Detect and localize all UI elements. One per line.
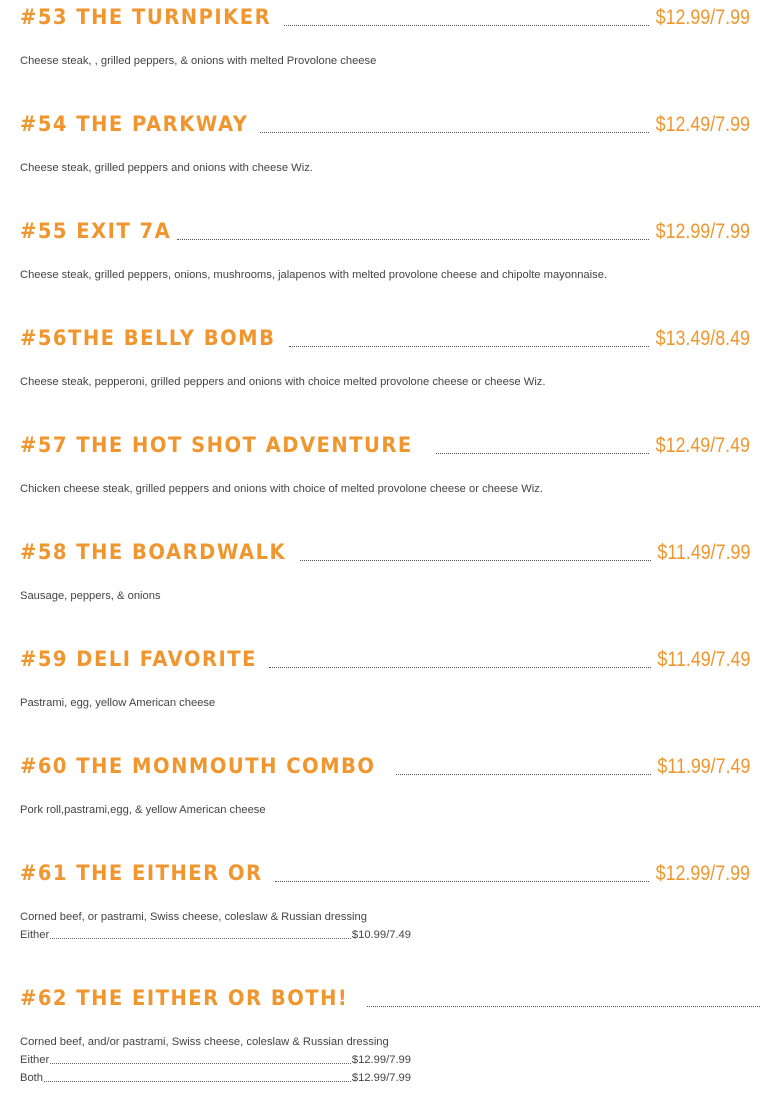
menu-item-header: [20, 967, 750, 1011]
menu-item-title: #54 THE PARKWAY: [20, 112, 249, 136]
menu-item-title: #59 DELI FAVORITE: [20, 647, 257, 671]
menu-item-description: Corned beef, or pastrami, Swiss cheese, coleslaw & Russian dressing: [20, 911, 367, 923]
dot-leader: [177, 238, 649, 240]
menu-item-price: $12.99/7.99: [655, 862, 750, 885]
menu-item-57: [20, 414, 750, 521]
option-price: $12.99/7.99: [351, 1054, 411, 1066]
menu-item-55: [20, 200, 750, 307]
option-label: Either: [20, 1054, 50, 1066]
menu-item-description: Pork roll,pastrami,egg, & yellow American cheese: [20, 804, 266, 816]
menu-item-54: [20, 93, 750, 200]
menu-item-price: $11.49/7.99: [657, 541, 750, 564]
option-row-either: [20, 1051, 411, 1069]
menu-item-header: [20, 93, 750, 137]
menu-item-header: [20, 628, 750, 672]
menu-item-title: #60 THE MONMOUTH COMBO: [20, 754, 376, 778]
menu-item-description: Pastrami, egg, yellow American cheese: [20, 697, 216, 709]
dot-leader: [436, 452, 649, 454]
dot-leader: [396, 773, 650, 775]
menu-item-header: [20, 307, 750, 351]
menu-item-title: #58 THE BOARDWALK: [20, 540, 287, 564]
menu-item-56: [20, 307, 750, 414]
menu-item-title: #57 THE HOT SHOT ADVENTURE: [20, 433, 413, 457]
menu-item-header: [20, 735, 750, 779]
menu-item-price: $11.49/7.49: [657, 648, 750, 671]
dot-leader: [50, 1063, 351, 1064]
menu-item-price: $12.99/7.99: [655, 220, 750, 243]
option-price: $10.99/7.49: [351, 929, 411, 941]
menu-item-61: [20, 842, 750, 967]
menu-item-53: [20, 0, 750, 93]
menu-item-title: #62 THE EITHER OR BOTH!: [20, 986, 349, 1010]
dot-leader: [260, 131, 650, 133]
menu-item-description: Cheese steak, grilled peppers and onions with cheese Wiz.: [20, 162, 313, 174]
menu-item-header: [20, 521, 750, 565]
menu-item-58: [20, 521, 750, 628]
menu-item-description: Chicken cheese steak, grilled peppers and onions with choice of melted provolone cheese or cheese Wiz.: [20, 483, 543, 495]
menu-item-header: [20, 414, 750, 458]
option-label: Both: [20, 1072, 44, 1084]
dot-leader: [367, 1005, 760, 1007]
option-price: $12.99/7.99: [351, 1072, 411, 1084]
dot-leader: [275, 880, 649, 882]
menu-item-title: #56THE BELLY BOMB: [20, 326, 276, 350]
menu-item-price: $12.99/7.99: [655, 6, 750, 29]
menu-list: [20, 0, 750, 1084]
dot-leader: [269, 666, 651, 668]
menu-item-title: #55 EXIT 7A: [20, 219, 172, 243]
menu-item-59: [20, 628, 750, 735]
menu-item-price: $11.99/7.49: [657, 755, 750, 778]
menu-item-description: Corned beef, and/or pastrami, Swiss cheese, coleslaw & Russian dressing: [20, 1036, 389, 1048]
menu-item-price: $13.49/8.49: [655, 327, 750, 350]
menu-item-header: [20, 0, 750, 30]
menu-item-description: Cheese steak, grilled peppers, onions, mushrooms, jalapenos with melted provolone cheese and chipolte mayonnaise.: [20, 269, 608, 281]
menu-item-description: Cheese steak, , grilled peppers, & onions with melted Provolone cheese: [20, 55, 377, 67]
menu-item-title: #61 THE EITHER OR: [20, 861, 263, 885]
dot-leader: [289, 345, 649, 347]
dot-leader: [44, 1081, 351, 1082]
menu-item-header: [20, 200, 750, 244]
option-row-either: [20, 926, 411, 944]
menu-item-description: Cheese steak, pepperoni, grilled peppers and onions with choice melted provolone cheese or cheese Wiz.: [20, 376, 546, 388]
menu-item-price: $12.49/7.49: [655, 434, 750, 457]
dot-leader: [284, 24, 649, 26]
menu-item-description: Sausage, peppers, & onions: [20, 590, 161, 602]
menu-item-header: [20, 842, 750, 886]
option-label: Either: [20, 929, 50, 941]
dot-leader: [50, 938, 351, 939]
menu-item-60: [20, 735, 750, 842]
menu-item-title: #53 THE TURNPIKER: [20, 5, 272, 29]
option-row-both: [20, 1069, 411, 1087]
dot-leader: [300, 559, 650, 561]
menu-item-price: $12.49/7.99: [655, 113, 750, 136]
menu-item-62: [20, 967, 750, 1084]
